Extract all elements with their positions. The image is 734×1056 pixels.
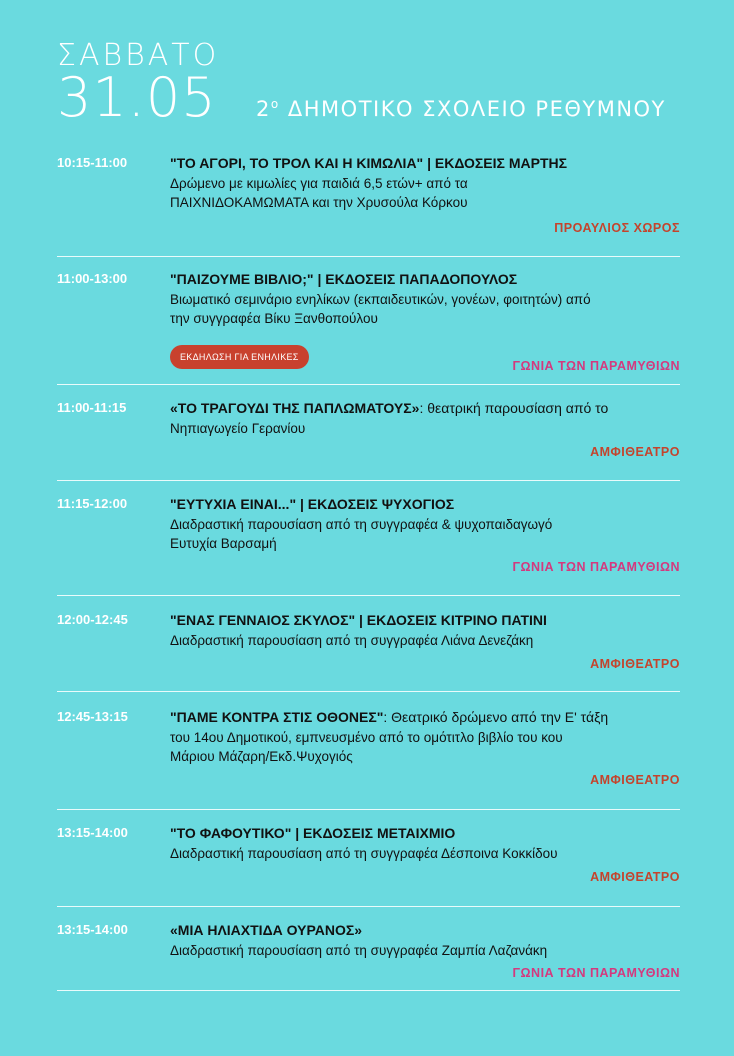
event-description (170, 290, 680, 328)
event-title: "ΕΥΤΥΧΙΑ ΕΙΝΑΙ..." | ΕΚΔΟΣΕΙΣ ΨΥΧΟΓΙΟΣ (170, 496, 455, 512)
event-location: ΓΩΝΙΑ ΤΩΝ ΠΑΡΑΜΥΘΙΩΝ (512, 560, 680, 574)
event-description-line: Διαδραστική παρουσίαση από τη συγγραφέα Λιάνα Δενεζάκη (170, 633, 534, 648)
adults-event-badge: ΕΚΔΗΛΩΣΗ ΓΙΑ ΕΝΗΛΙΚΕΣ (170, 345, 309, 369)
event-title-line (170, 400, 680, 416)
event-item (57, 400, 680, 470)
divider (57, 990, 680, 991)
divider (57, 595, 680, 596)
divider (57, 906, 680, 907)
divider (57, 480, 680, 481)
event-location: ΑΜΦΙΘΕΑΤΡΟ (590, 773, 680, 787)
event-description (170, 631, 680, 650)
venue-text: ΔΗΜΟΤΙΚΟ ΣΧΟΛΕΙΟ ΡΕΘΥΜΝΟΥ (279, 97, 666, 121)
event-title: "ΠΑΜΕ ΚΟΝΤΡΑ ΣΤΙΣ ΟΘΟΝΕΣ" (170, 709, 384, 725)
venue-number: 2 (256, 97, 271, 121)
event-description-line: Δρώμενο με κιμωλίες για παιδιά 6,5 ετών+ από τα (170, 176, 468, 191)
event-description (170, 941, 680, 960)
event-item (57, 271, 680, 376)
event-location: ΠΡΟΑΥΛΙΟΣ ΧΩΡΟΣ (554, 221, 680, 235)
event-title: «ΤΟ ΤΡΑΓΟΥΔΙ ΤΗΣ ΠΑΠΛΩΜΑΤΟΥΣ» (170, 400, 420, 416)
event-time: 13:15-14:00 (57, 922, 128, 937)
divider (57, 691, 680, 692)
event-title: "ΕΝΑΣ ΓΕΝΝΑΙΟΣ ΣΚΥΛΟΣ" | ΕΚΔΟΣΕΙΣ ΚΙΤΡΙΝΟ ΠΑΤΙΝΙ (170, 612, 547, 628)
event-time: 10:15-11:00 (57, 155, 128, 170)
event-description-line: Διαδραστική παρουσίαση από τη συγγραφέα & ψυχοπαιδαγωγό (170, 517, 553, 532)
divider (57, 809, 680, 810)
event-item (57, 496, 680, 586)
event-description-line: Διαδραστική παρουσίαση από τη συγγραφέα Δέσποινα Κοκκίδου (170, 846, 558, 861)
venue-superscript: ο (270, 97, 280, 111)
event-time: 11:00-13:00 (57, 271, 128, 286)
event-title-rest: : θεατρική παρουσίαση από το (419, 400, 609, 416)
event-time: 11:15-12:00 (57, 496, 128, 511)
event-description-line: Βιωματικό σεμινάριο ενηλίκων (εκπαιδευτικών, γονέων, φοιτητών) από (170, 292, 591, 307)
divider (57, 384, 680, 385)
event-title: "ΤΟ ΦΑΦΟΥΤΙΚΟ" | ΕΚΔΟΣΕΙΣ ΜΕΤΑΙΧΜΙΟ (170, 825, 456, 841)
event-title: "ΠΑΙΖΟΥΜΕ ΒΙΒΛΙΟ;" | ΕΚΔΟΣΕΙΣ ΠΑΠΑΔΟΠΟΥΛΟΣ (170, 271, 518, 287)
event-time: 11:00-11:15 (57, 400, 127, 415)
event-time: 13:15-14:00 (57, 825, 128, 840)
event-description (170, 419, 680, 438)
event-title: «ΜΙΑ ΗΛΙΑΧΤΙΔΑ ΟΥΡΑΝΟΣ» (170, 922, 363, 938)
event-item (57, 612, 680, 682)
event-location: ΑΜΦΙΘΕΑΤΡΟ (590, 445, 680, 459)
event-description-line: του 14ου Δημοτικού, εμπνευσμένο από το ομότιτλο βιβλίο του κου (170, 730, 563, 745)
event-title: "ΤΟ ΑΓΟΡΙ, ΤΟ ΤΡΟΛ ΚΑΙ Η ΚΙΜΩΛΙΑ" | ΕΚΔΟΣΕΙΣ ΜΑΡΤΗΣ (170, 155, 568, 171)
event-description-line: ΠΑΙΧΝΙΔΟΚΑΜΩΜΑΤΑ και την Χρυσούλα Κόρκου (170, 195, 468, 210)
event-description-line: Ευτυχία Βαρσαμή (170, 536, 277, 551)
event-location: ΓΩΝΙΑ ΤΩΝ ΠΑΡΑΜΥΘΙΩΝ (512, 966, 680, 980)
event-item (57, 825, 680, 895)
event-title-rest: : Θεατρικό δρώμενο από την Ε' τάξη (383, 709, 609, 725)
event-location: ΑΜΦΙΘΕΑΤΡΟ (590, 870, 680, 884)
event-description (170, 728, 680, 766)
event-description (170, 174, 680, 212)
event-description-line: Μάριου Μάζαρη/Εκδ.Ψυχογιός (170, 749, 353, 764)
event-time: 12:00-12:45 (57, 612, 128, 627)
event-description-line: Διαδραστική παρουσίαση από τη συγγραφέα Ζαμπία Λαζανάκη (170, 943, 548, 958)
event-location: ΑΜΦΙΘΕΑΤΡΟ (590, 657, 680, 671)
event-title-line (170, 709, 680, 725)
event-description (170, 515, 680, 553)
event-description-line: Νηπιαγωγείο Γερανίου (170, 421, 306, 436)
event-item (57, 922, 680, 992)
day-heading: ΣΑΒΒΑΤΟ (57, 38, 220, 73)
event-time: 12:45-13:15 (57, 709, 128, 724)
event-description-line: την συγγραφέα Βίκυ Ξανθοπούλου (170, 311, 378, 326)
event-location: ΓΩΝΙΑ ΤΩΝ ΠΑΡΑΜΥΘΙΩΝ (512, 359, 680, 373)
event-description (170, 844, 680, 863)
event-item (57, 709, 680, 799)
event-item (57, 155, 680, 245)
divider (57, 256, 680, 257)
venue-heading (256, 97, 666, 121)
date-heading: 31.05 (57, 66, 217, 129)
